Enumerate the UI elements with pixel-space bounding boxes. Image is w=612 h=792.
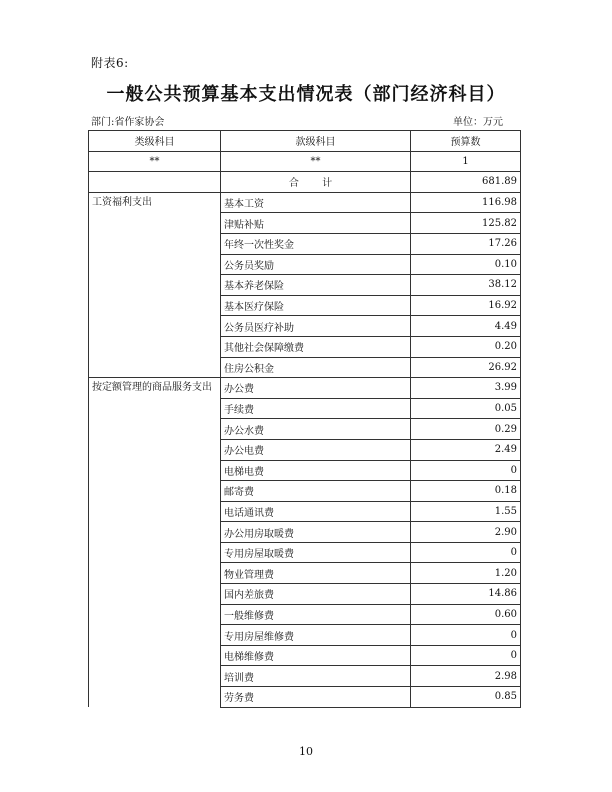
total-row: [89, 172, 521, 193]
category-cell: 按定额管理的商品服务支出: [89, 378, 221, 708]
item-name-cell: 办公电费: [221, 439, 411, 460]
item-name-cell: 基本医疗保险: [221, 295, 411, 316]
item-value-cell: 4.49: [411, 316, 521, 337]
total-label: 合 计: [221, 172, 411, 193]
item-name-cell: 其他社会保障缴费: [221, 336, 411, 357]
item-value-cell: 0: [411, 542, 521, 563]
item-name-cell: 劳务费: [221, 687, 411, 708]
item-name-cell: 办公费: [221, 378, 411, 399]
item-value-cell: 2.49: [411, 439, 521, 460]
department-label: 部门:省作家协会: [91, 117, 165, 128]
column-header-category: 类级科目: [89, 131, 221, 152]
item-value-cell: 0: [411, 625, 521, 646]
table-header-row: [89, 131, 521, 152]
item-name-cell: 国内差旅费: [221, 584, 411, 605]
item-value-cell: 14.86: [411, 584, 521, 605]
budget-table: [88, 130, 521, 708]
item-value-cell: 0: [411, 460, 521, 481]
item-value-cell: 125.82: [411, 213, 521, 234]
page-title: 一般公共预算基本支出情况表（部门经济科目）: [106, 84, 506, 105]
item-name-cell: 办公用房取暖费: [221, 522, 411, 543]
item-value-cell: 0.85: [411, 687, 521, 708]
item-value-cell: 1.20: [411, 563, 521, 584]
item-value-cell: 0.10: [411, 254, 521, 275]
total-value: 681.89: [411, 172, 521, 193]
item-name-cell: 办公水费: [221, 419, 411, 440]
item-name-cell: 培训费: [221, 666, 411, 687]
item-value-cell: 0: [411, 645, 521, 666]
item-name-cell: 公务员医疗补助: [221, 316, 411, 337]
item-name-cell: 专用房屋取暖费: [221, 542, 411, 563]
item-value-cell: 0.18: [411, 481, 521, 502]
item-value-cell: 3.99: [411, 378, 521, 399]
item-value-cell: 17.26: [411, 233, 521, 254]
item-value-cell: 26.92: [411, 357, 521, 378]
item-name-cell: 公务员奖励: [221, 254, 411, 275]
unit-label: 单位：万元: [453, 117, 503, 128]
item-value-cell: 2.90: [411, 522, 521, 543]
item-value-cell: 16.92: [411, 295, 521, 316]
item-name-cell: 基本工资: [221, 192, 411, 213]
table-body: [89, 151, 521, 707]
item-value-cell: 116.98: [411, 192, 521, 213]
item-value-cell: 0.20: [411, 336, 521, 357]
item-name-cell: 津贴补贴: [221, 213, 411, 234]
item-name-cell: 基本养老保险: [221, 275, 411, 296]
item-value-cell: 0.60: [411, 604, 521, 625]
code-cell-item: **: [221, 151, 411, 172]
item-name-cell: 电梯电费: [221, 460, 411, 481]
item-name-cell: 物业管理费: [221, 563, 411, 584]
attachment-label: 附表6:: [91, 56, 129, 70]
item-value-cell: 38.12: [411, 275, 521, 296]
table-row: [89, 378, 521, 399]
item-name-cell: 电梯维修费: [221, 645, 411, 666]
item-value-cell: 1.55: [411, 501, 521, 522]
item-name-cell: 一般维修费: [221, 604, 411, 625]
item-name-cell: 住房公积金: [221, 357, 411, 378]
category-cell: 工资福利支出: [89, 192, 221, 377]
item-name-cell: 手续费: [221, 398, 411, 419]
total-empty-cell: [89, 172, 221, 193]
item-name-cell: 邮寄费: [221, 481, 411, 502]
code-cell-amount: 1: [411, 151, 521, 172]
code-row: [89, 151, 521, 172]
item-value-cell: 0.29: [411, 419, 521, 440]
page-number: 10: [299, 745, 313, 758]
item-value-cell: 2.98: [411, 666, 521, 687]
item-name-cell: 年终一次性奖金: [221, 233, 411, 254]
item-value-cell: 0.05: [411, 398, 521, 419]
column-header-item: 款级科目: [221, 131, 411, 152]
table-row: [89, 192, 521, 213]
item-name-cell: 专用房屋维修费: [221, 625, 411, 646]
code-cell-category: **: [89, 151, 221, 172]
column-header-amount: 预算数: [411, 131, 521, 152]
item-name-cell: 电话通讯费: [221, 501, 411, 522]
